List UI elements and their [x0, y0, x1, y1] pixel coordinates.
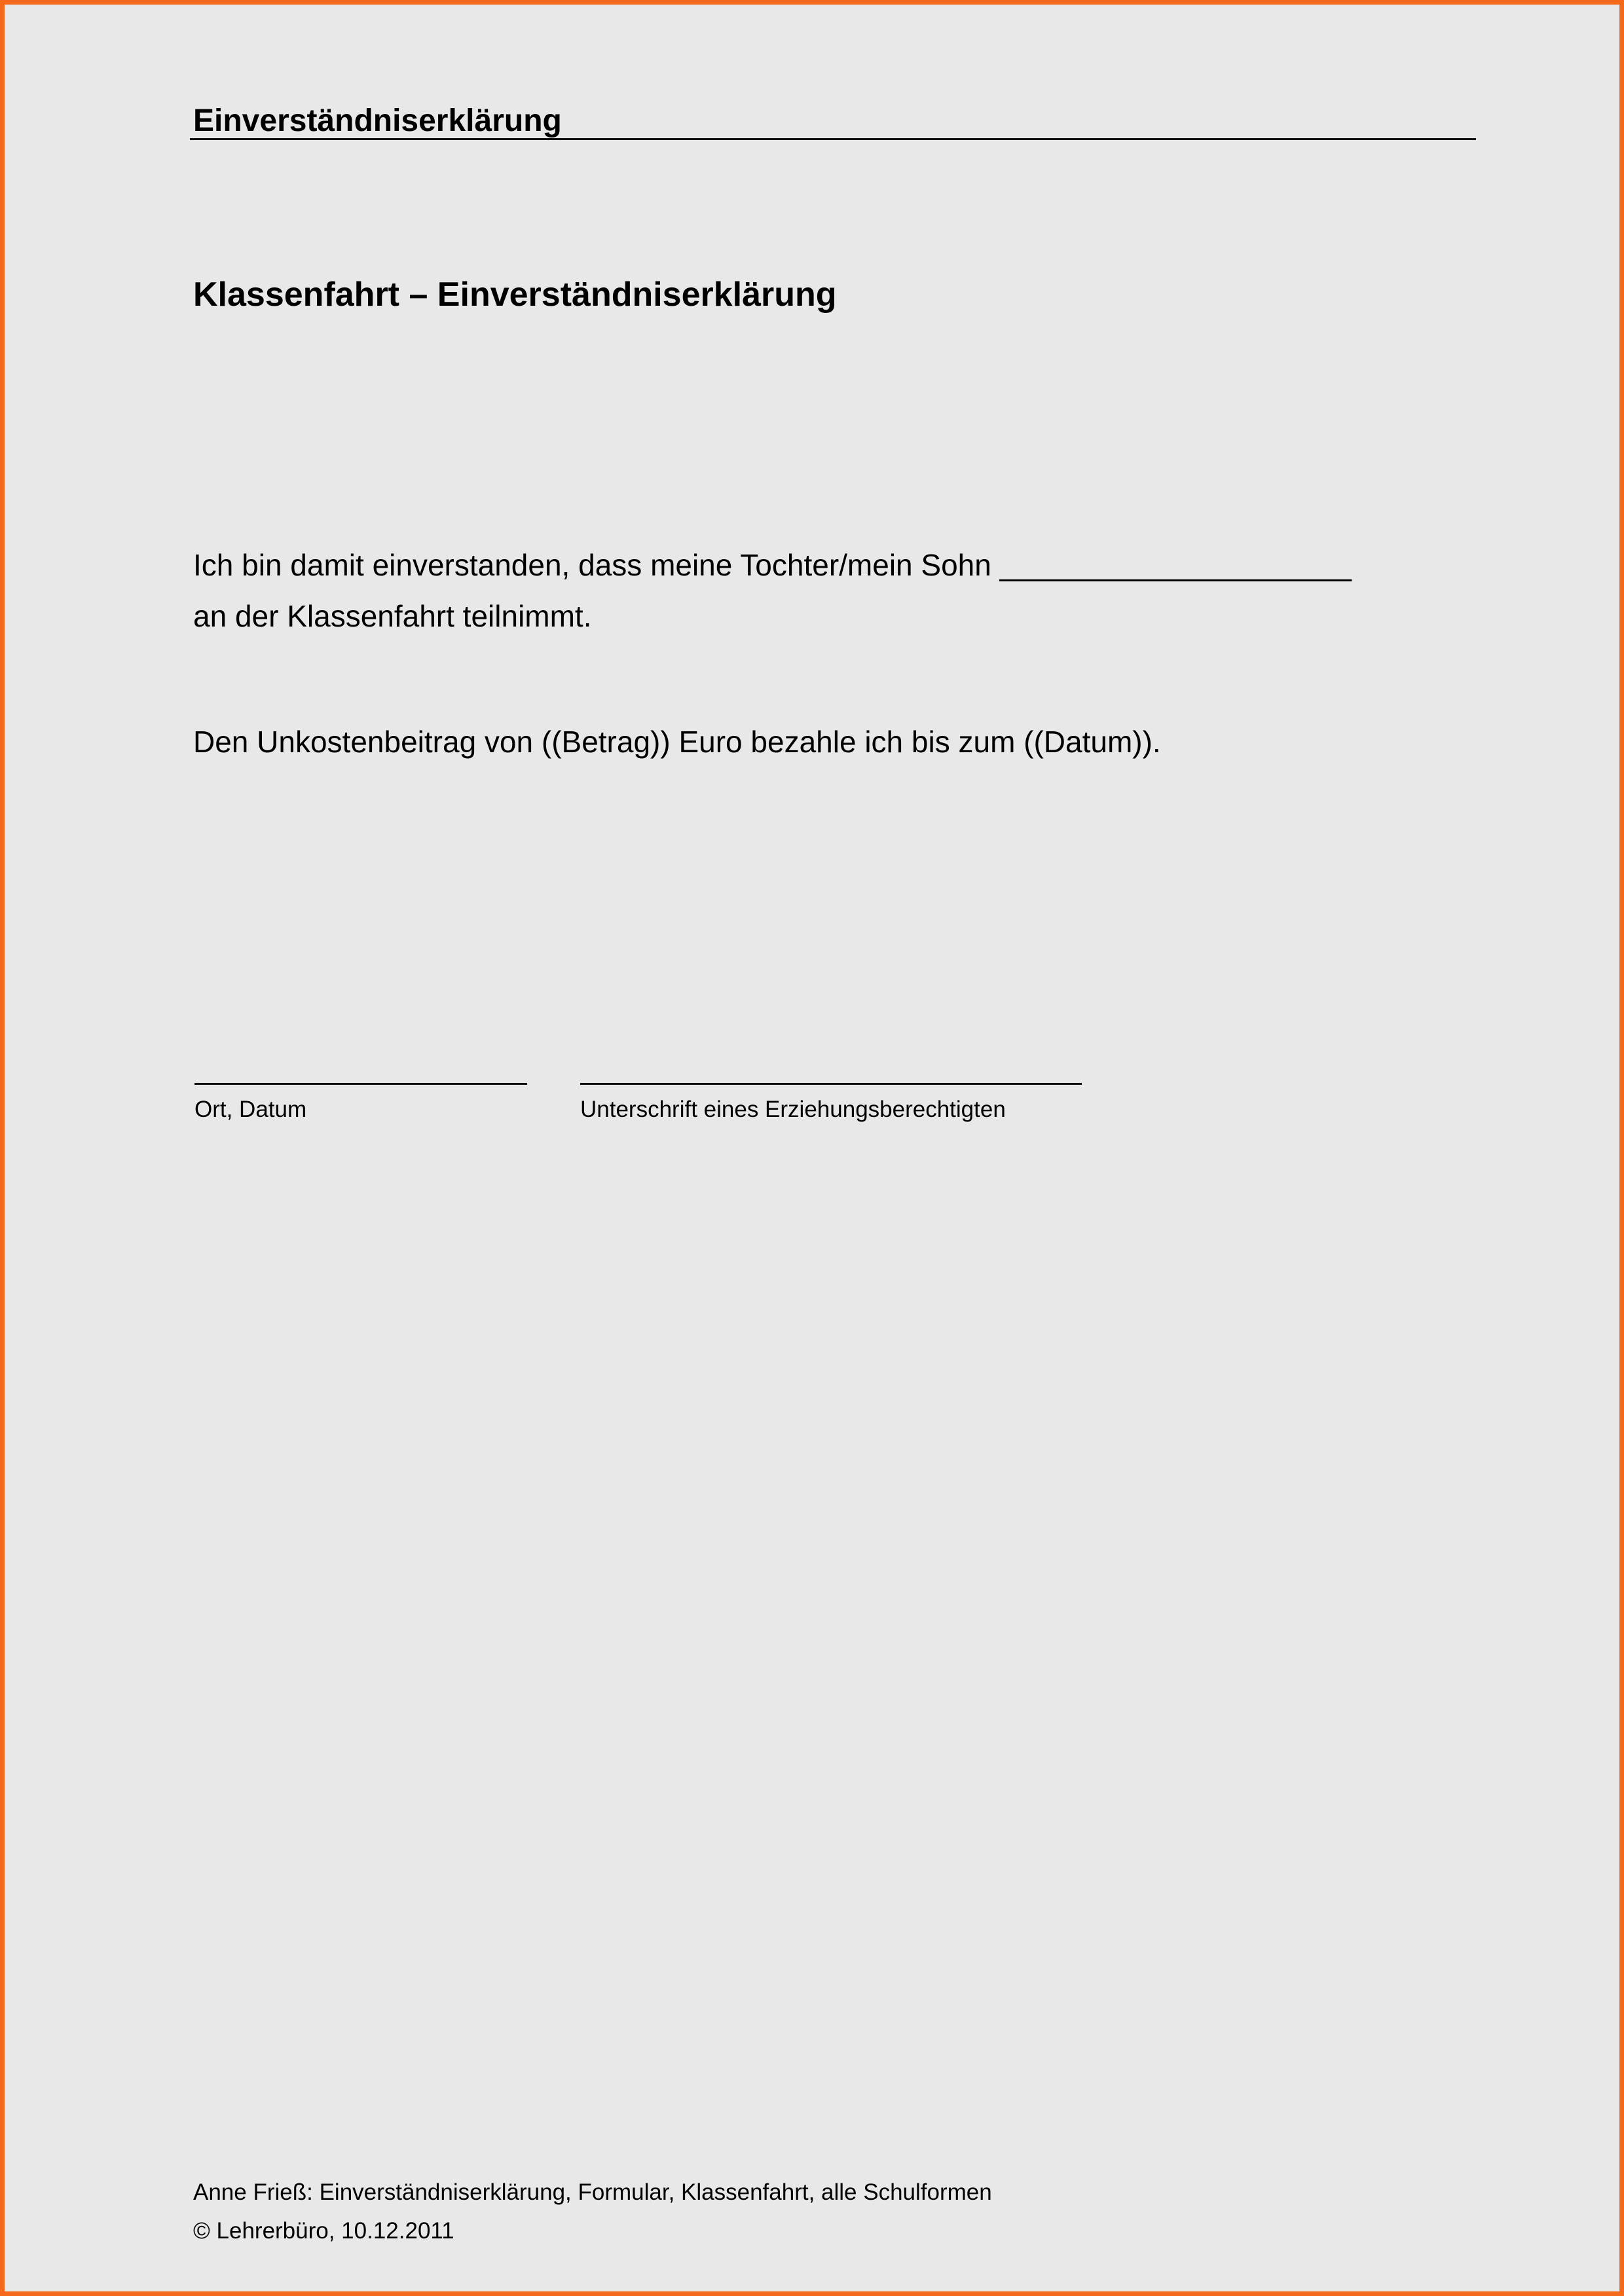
signature-line [580, 1083, 1082, 1085]
place-date-label: Ort, Datum [194, 1097, 307, 1122]
consent-paragraph-line-1 [193, 545, 1352, 585]
child-name-blank: _____________________ [999, 548, 1352, 582]
place-date-line [194, 1083, 527, 1085]
signature-label: Unterschrift eines Erziehungsberechtigten [580, 1097, 1006, 1122]
header-title: Einverständniserklärung [193, 103, 562, 138]
header-divider [190, 138, 1476, 140]
payment-paragraph: Den Unkostenbeitrag von ((Betrag)) Euro bezahle ich bis zum ((Datum)). [193, 725, 1161, 759]
document-title: Klassenfahrt – Einverständniserklärung [193, 276, 837, 314]
consent-statement-text: Ich bin damit einverstanden, dass meine Tochter/mein Sohn [193, 548, 991, 582]
footer-author-line: Anne Frieß: Einverständniserklärung, Formular, Klassenfahrt, alle Schulformen [193, 2179, 992, 2205]
consent-paragraph-line-2: an der Klassenfahrt teilnimmt. [193, 599, 592, 633]
footer-copyright-line: © Lehrerbüro, 10.12.2011 [193, 2218, 454, 2244]
